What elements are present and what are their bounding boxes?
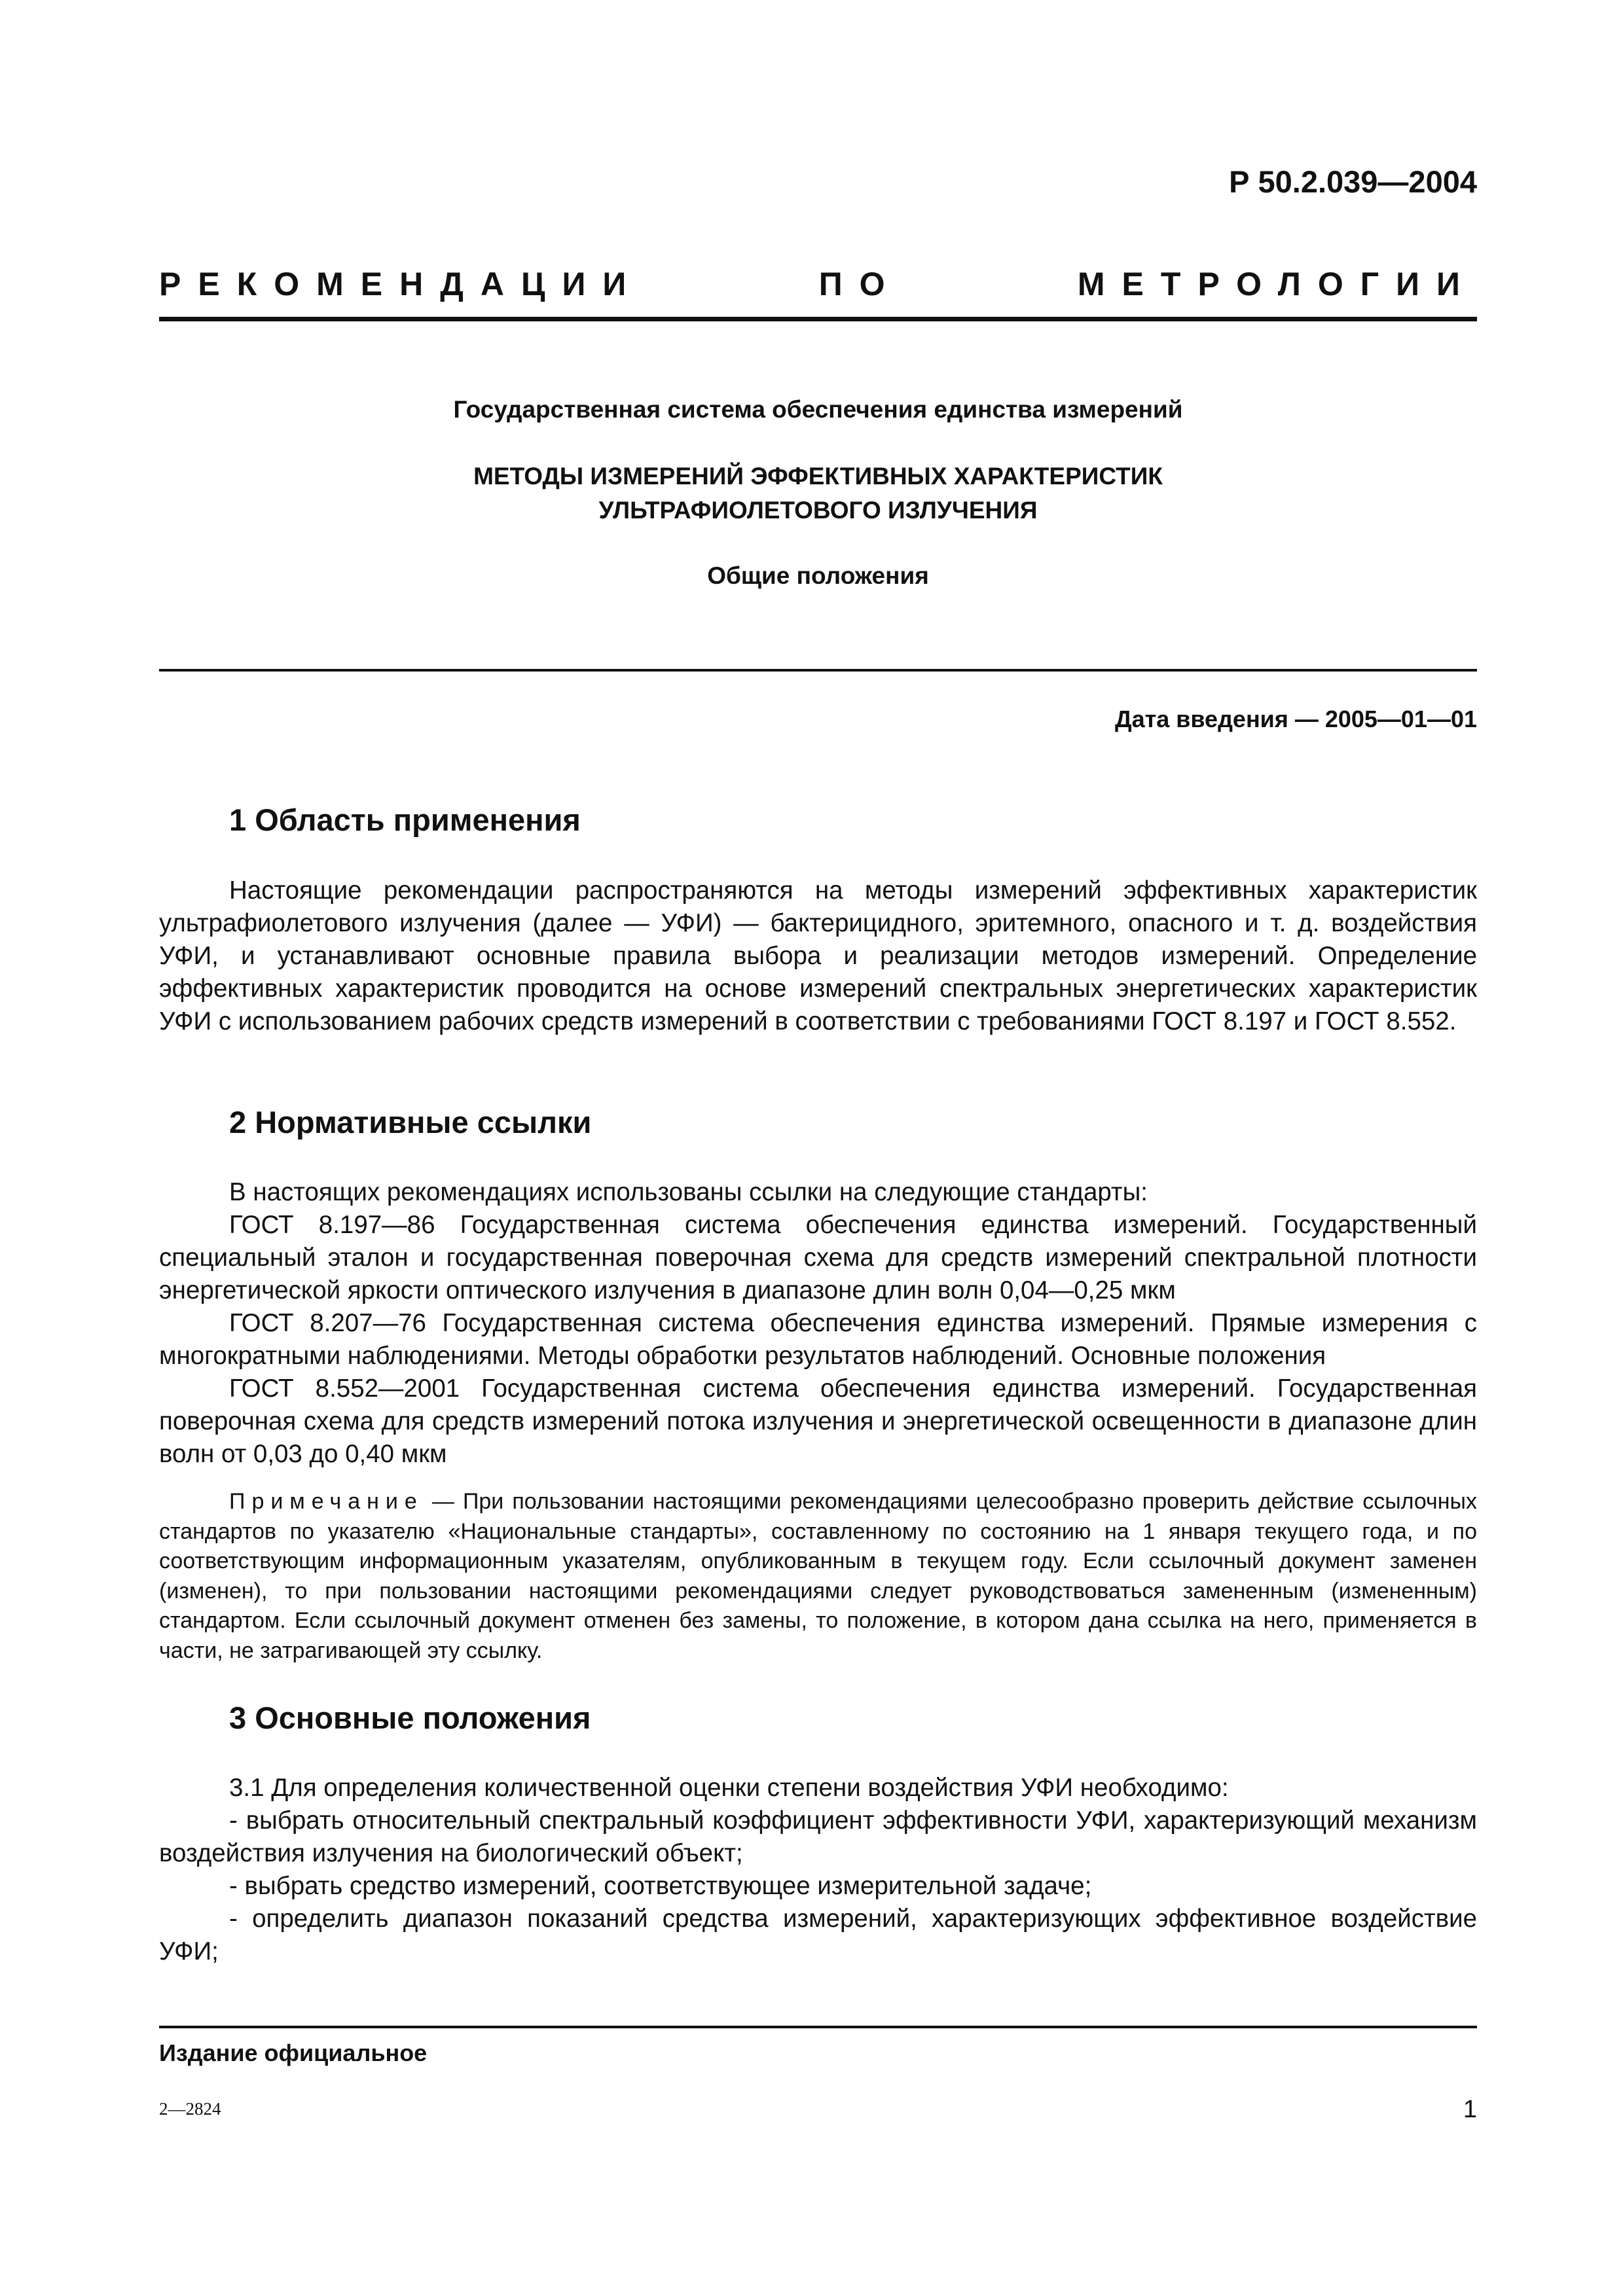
note-text: — При пользовании настоящими рекомендациями целесообразно проверить действие ссылочных стандартов по указателю «Национальные стандарты», составленному по состоянию на 1 января текущего года, и по соответствующим информационным указателям, опубликованным в текущем году. Если ссылочный документ заменен (изменен), то при пользовании настоящими рекомендациями следует руководствоваться замененным (измененным) стандартом. Если ссылочный документ отменен без замены, то положение, в котором дана ссылка на него, применяется в части, не затрагивающей эту ссылку. <box>159 1489 1477 1663</box>
reference-gost-8-207: ГОСТ 8.207—76 Государственная система обеспечения единства измерений. Прямые измерения с многократными наблюдениями. Методы обработки результатов наблюдений. Основные положения <box>159 1309 1477 1370</box>
reference-gost-8-552: ГОСТ 8.552—2001 Государственная система обеспечения единства измерений. Государственная поверочная схема для средств измерений потока излучения и энергетической освещенности в диапазоне длин волн от 0,03 до 0,40 мкм <box>159 1374 1477 1468</box>
introduction-date: Дата введения — 2005—01—01 <box>1114 706 1477 732</box>
section-2-heading: 2 Нормативные ссылки <box>229 1105 592 1139</box>
section-3-paragraph-1: 3.1 Для определения количественной оценки степени воздействия УФИ необходимо: <box>229 1774 1229 1802</box>
section-1-heading: 1 Область применения <box>229 802 581 837</box>
print-code: 2—2824 <box>159 2099 221 2119</box>
note <box>159 1487 1477 1666</box>
series-word-recommendations: РЕКОМЕНДАЦИИ <box>159 266 644 302</box>
footer-rule <box>159 2026 1477 2028</box>
section-3-item-1: - выбрать относительный спектральный коэффициент эффективности УФИ, характеризующий механизм воздействия излучения на биологический объект; <box>159 1806 1477 1867</box>
subtitle: Общие положения <box>707 562 929 589</box>
reference-gost-8-197: ГОСТ 8.197—86 Государственная система обеспечения единства измерений. Государственный специальный эталон и государственная поверочная схема для средств измерений спектральной плотности энергетической яркости оптического излучения в диапазоне длин волн 0,04—0,25 мкм <box>159 1211 1477 1304</box>
note-label: Примечание <box>229 1489 424 1514</box>
section-1-text: Настоящие рекомендации распространяются на методы измерений эффективных характеристик ультрафиолетового излучения (далее — УФИ) — бактерицидного, эритемного, опасного и т. д. воздействия УФИ, и устанавливают основные правила выбора и реализации методов измерений. Определение эффективных характеристик проводится на основе измерений спектральных энергетических характеристик УФИ с использованием рабочих средств измерений в соответствии с требованиями ГОСТ 8.197 и ГОСТ 8.552. <box>159 876 1477 1035</box>
header-rule <box>159 317 1477 321</box>
section-3-item-3: - определить диапазон показаний средства измерений, характеризующих эффективное воздействие УФИ; <box>159 1905 1477 1965</box>
series-word-po: ПО <box>818 266 902 302</box>
page-number: 1 <box>1463 2096 1477 2123</box>
system-title: Государственная система обеспечения единства измерений <box>453 396 1183 423</box>
document-number: Р 50.2.039—2004 <box>1229 164 1477 199</box>
main-title-line-1: МЕТОДЫ ИЗМЕРЕНИЙ ЭФФЕКТИВНЫХ ХАРАКТЕРИСТИК <box>473 463 1163 490</box>
section-2-intro: В настоящих рекомендациях использованы ссылки на следующие стандарты: <box>229 1178 1148 1206</box>
title-rule <box>159 669 1477 672</box>
section-3-heading: 3 Основные положения <box>229 1700 591 1735</box>
section-3-item-2: - выбрать средство измерений, соответствующее измерительной задаче; <box>229 1872 1092 1900</box>
series-word-metrology: МЕТРОЛОГИИ <box>1077 266 1477 302</box>
series-title <box>159 265 1477 303</box>
main-title-line-2: УЛЬТРАФИОЛЕТОВОГО ИЗЛУЧЕНИЯ <box>598 497 1038 524</box>
edition-label: Издание официальное <box>159 2039 428 2066</box>
